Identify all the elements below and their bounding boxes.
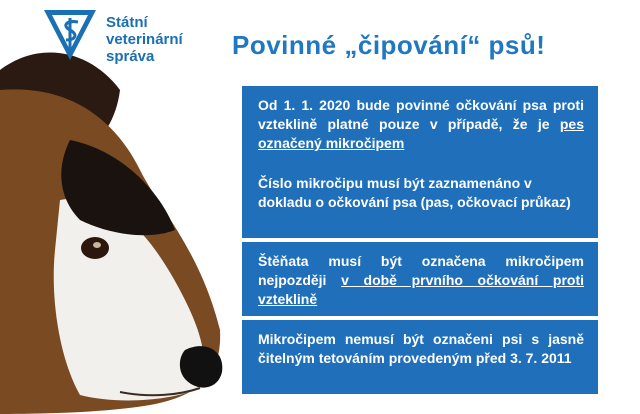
panel-text-start: Štěňata musí být označena mikročipem nejpozději (258, 253, 584, 288)
panel-text-start: Od 1. 1. 2020 bude povinné očkování psa proti vzteklině platné pouze v případě, že je (258, 97, 584, 132)
info-panel-4 (242, 320, 598, 394)
logo-text (106, 14, 183, 65)
info-panel-3 (242, 242, 598, 316)
logo-line-1: Státní (106, 14, 148, 31)
page-title: Povinné „čipování“ psů! (232, 30, 546, 60)
svs-shield-snake-logo-icon (40, 6, 100, 62)
panel-text: Mikročipem nemusí být označeni psi s jasně čitelným tetováním provedeným před 3. 7. 2011 (258, 331, 584, 366)
logo (40, 6, 240, 65)
info-panel-2 (242, 164, 598, 238)
logo-line-2: veterinární (106, 31, 183, 48)
logo-line-3: správa (106, 48, 155, 65)
panel-highlight: pes označený mikročipem (258, 116, 584, 151)
panel-text: Číslo mikročipu musí být zaznamenáno v dokladu o očkování psa (pas, očkovací průkaz) (258, 175, 571, 210)
info-panel-1 (242, 86, 598, 164)
panel-highlight: v době prvního očkování proti vzteklině (258, 272, 584, 307)
panel-text (258, 96, 584, 153)
panel-text (258, 252, 584, 309)
